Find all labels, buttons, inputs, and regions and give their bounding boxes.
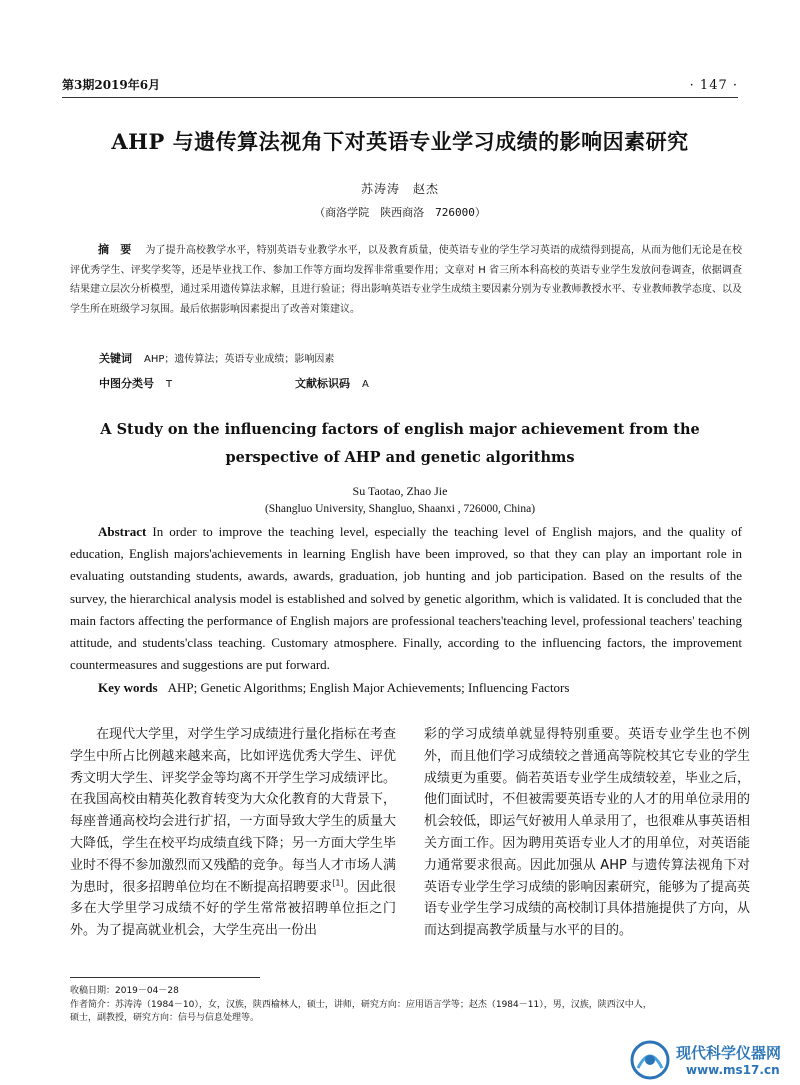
doc-code-value: A: [362, 379, 369, 390]
chinese-keywords: [99, 350, 739, 366]
clc-value: T: [166, 379, 173, 390]
chinese-affiliation: （商洛学院 陕西商洛 726000）: [314, 206, 486, 219]
watermark-name: 现代科学仪器网: [676, 1044, 782, 1062]
classification-row: [99, 375, 659, 391]
doc-code-label: 文献标识码: [295, 377, 350, 390]
footnotes: [70, 985, 750, 1026]
chinese-abstract: [70, 240, 742, 319]
body-left-text-part1: 在现代大学里，对学生学习成绩进行量化指标在考查学生中所占比例越来越来高，比如评选优秀大学生、评优秀文明大学生、评奖学金等均离不开学生学习成绩评比。在我国高校由精英化教育转变为大众化教育的大背景下，每座普通高校均会进行扩招，一方面导致大学生的质量大大降低，学生在校平均成绩直线下降；另一方面大学生毕业时不得不参加激烈而又残酷的竞争。每当人才市场人满为患时，很多招聘单位均在不断提高招聘要求: [70, 727, 396, 895]
page-number: · 147 ·: [689, 78, 738, 93]
chinese-abstract-text: 为了提升高校教学水平，特别英语专业教学水平，以及教育质量，使英语专业的学生学习英语的成绩得到提高，从而为他们无论是在校评优秀学生、评奖学奖等，还是毕业找工作、参加工作等方面均发挥非常重要作用；文章对 H 省三所本科高校的英语专业学生发放问卷调查，依据调查结果建立层次分析模型，通过采用遗传算法求解，且进行验证；得出影响英语专业学生成绩主要因素分别为专业教师教授水平、专业教师教学态度、以及学生所在班级学习氛围。最后依据影响因素提出了改善对策建议。: [70, 245, 743, 315]
body-left-text-part2: 。因此很多在大学里学习成绩不好的学生常常被招聘单位拒之门外。为了提高就业机会，大学生亮出一份出: [70, 879, 396, 939]
chinese-title: AHP 与遗传算法视角下对英语专业学习成绩的影响因素研究: [111, 129, 689, 154]
body-column-right: [424, 724, 750, 942]
chinese-authors: 苏涛涛 赵杰: [360, 182, 439, 196]
footnote-author-line2: 硕士，副教授，研究方向：信号与信息处理等。: [70, 1013, 260, 1023]
body-column-left: [70, 724, 396, 942]
watermark: [628, 1036, 798, 1082]
logo-icon: [628, 1038, 672, 1082]
english-title: A Study on the influencing factors of english major achievement from the perspective of AHP and genetic algorithms: [100, 421, 700, 466]
running-header: [62, 76, 738, 93]
document-code: [295, 375, 369, 391]
chinese-keywords-label: 关键词: [99, 352, 132, 365]
english-abstract: [70, 521, 742, 676]
chinese-abstract-label: 摘 要: [98, 243, 132, 256]
body-right-text: 彩的学习成绩单就显得特别重要。英语专业学生也不例外，而且他们学习成绩较之普通高等院校其它专业的学生成绩更为重要。倘若英语专业学生成绩较差，毕业之后，他们面试时，不但被需要英语专业的人才的用单位录用的机会较低，即运气好被用人单录用了，也很难从事英语相关方面工作。因为聘用英语专业人才的用单位，对英语能力通常要求很高。因此加强从 AHP 与遗传算法视角下对英语专业学生学习成绩的影响因素研究，能够为了提高英语专业学生学习成绩的高校制订具体措施提供了方向，从而达到提高教学质量与水平的目的。: [424, 727, 750, 939]
english-authors: Su Taotao, Zhao Jie: [352, 484, 448, 498]
english-abstract-label: Abstract: [98, 524, 147, 539]
footnote-received: 收稿日期：2019－04－28: [70, 986, 179, 996]
english-keywords: [98, 680, 738, 696]
english-affiliation: (Shangluo University, Shangluo, Shaanxi , 726000, China): [264, 503, 536, 515]
footnote-rule: [70, 977, 260, 978]
watermark-url: www.ms17.cn: [686, 1063, 780, 1077]
english-abstract-text: In order to improve the teaching level, especially the teaching level of English majors, and the quality of education, English majors'achievements in learning English have been improved, so that they can play an important role in evaluating outstanding students, awards, awards, graduation, job hunting and job participation. Based on the results of the survey, the hierarchical analysis model is established and solved by genetic algorithm, which is validated. It is concluded that the main factors affecting the performance of English majors are professional teachers'teaching level, professional teachers' teaching attitude, and students'class teaching. Customary atmosphere. Finally, according to the influencing factors, the improvement countermeasures and suggestions are put forward.: [70, 524, 742, 673]
footnote-author-line1: 作者简介：苏涛涛（1984－10），女，汉族，陕西榆林人，硕士，讲师，研究方向：应用语言学等；赵杰（1984－11），男，汉族，陕西汉中人，: [70, 999, 652, 1010]
citation-ref[interactable]: [1]: [332, 878, 344, 888]
chinese-keywords-text: AHP；遗传算法；英语专业成绩；影响因素: [144, 354, 335, 365]
header-rule: [62, 97, 738, 98]
english-keywords-text: AHP; Genetic Algorithms; English Major Achievements; Influencing Factors: [167, 680, 570, 695]
issue-info: 第3期2019年6月: [62, 78, 161, 92]
clc-label: 中图分类号: [99, 377, 154, 390]
english-keywords-label: Key words: [98, 680, 158, 695]
